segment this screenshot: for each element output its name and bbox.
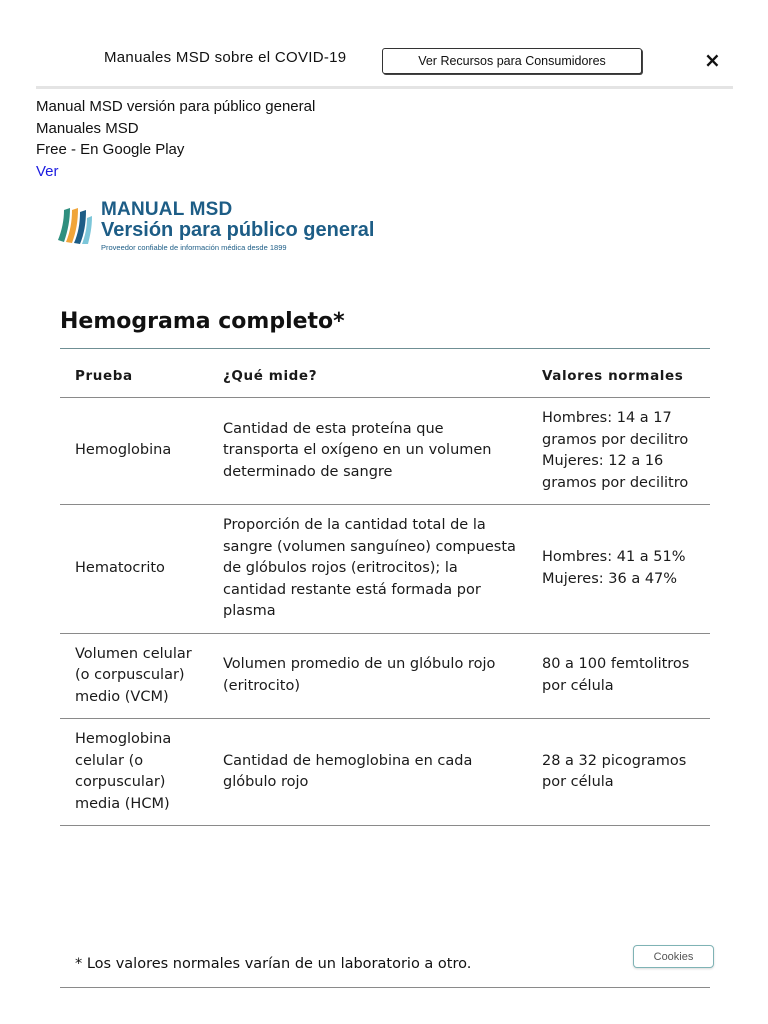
cell-measures: Cantidad de esta proteína que transporta el oxígeno en un volumen determinado de sangre	[208, 398, 527, 505]
header-normal-values: Valores normales	[527, 357, 710, 398]
normal-value-women: Mujeres: 12 a 16 gramos por decilitro	[542, 453, 689, 491]
consumer-resources-button[interactable]: Ver Recursos para Consumidores	[382, 48, 642, 74]
cell-normal-values: 80 a 100 femtolitros por célula	[527, 633, 710, 719]
cell-measures: Proporción de la cantidad total de la sangre (volumen sanguíneo) compuesta de glóbulos rojos (eritrocitos); la cantidad restante está formada por plasma	[208, 505, 527, 634]
cell-measures: Cantidad de hemoglobina en cada glóbulo rojo	[208, 719, 527, 826]
footnote-divider	[60, 987, 710, 988]
table-row	[60, 505, 710, 634]
covid-banner	[0, 0, 768, 88]
normal-value-men: Hombres: 14 a 17 gramos por decilitro	[542, 410, 689, 448]
cell-normal-values	[527, 505, 710, 634]
app-promo	[36, 96, 315, 182]
banner-divider	[36, 86, 733, 89]
app-promo-price: Free - En Google Play	[36, 141, 185, 158]
app-promo-publisher: Manuales MSD	[36, 119, 139, 137]
logo-subtitle: Versión para público general	[101, 219, 375, 241]
table-footnote: * Los valores normales varían de un laboratorio a otro.	[75, 956, 472, 972]
cell-normal-values	[527, 398, 710, 505]
header-measures: ¿Qué mide?	[208, 357, 527, 398]
app-promo-title: Manual MSD versión para público general	[36, 98, 316, 115]
msd-logo-icon	[56, 202, 96, 244]
banner-title: Manuales MSD sobre el COVID-19	[104, 49, 347, 66]
table-row	[60, 398, 710, 505]
normal-value-women: Mujeres: 36 a 47%	[542, 570, 678, 587]
logo-tagline: Proveedor confiable de información médica desde 1899	[101, 243, 287, 252]
title-divider	[60, 348, 710, 349]
logo-title: MANUAL MSD	[101, 199, 233, 220]
close-icon[interactable]: ×	[704, 48, 721, 72]
site-logo[interactable]	[56, 200, 386, 256]
cell-test: Volumen celular (o corpuscular) medio (VCM)	[60, 633, 208, 719]
cell-normal-values: 28 a 32 picogramos por célula	[527, 719, 710, 826]
blood-count-table	[60, 357, 710, 826]
cell-test: Hematocrito	[60, 505, 208, 634]
cookies-button[interactable]: Cookies	[633, 945, 714, 968]
table-row	[60, 719, 710, 826]
table-row	[60, 633, 710, 719]
cell-test: Hemoglobina celular (o corpuscular) media (HCM)	[60, 719, 208, 826]
normal-value-men: Hombres: 41 a 51%	[542, 549, 686, 566]
table-header-row	[60, 357, 710, 398]
cell-test: Hemoglobina	[60, 398, 208, 505]
cell-measures: Volumen promedio de un glóbulo rojo (eritrocito)	[208, 633, 527, 719]
page-title: Hemograma completo*	[60, 309, 345, 334]
header-test: Prueba	[60, 357, 208, 398]
app-promo-view-link[interactable]: Ver	[36, 162, 59, 180]
